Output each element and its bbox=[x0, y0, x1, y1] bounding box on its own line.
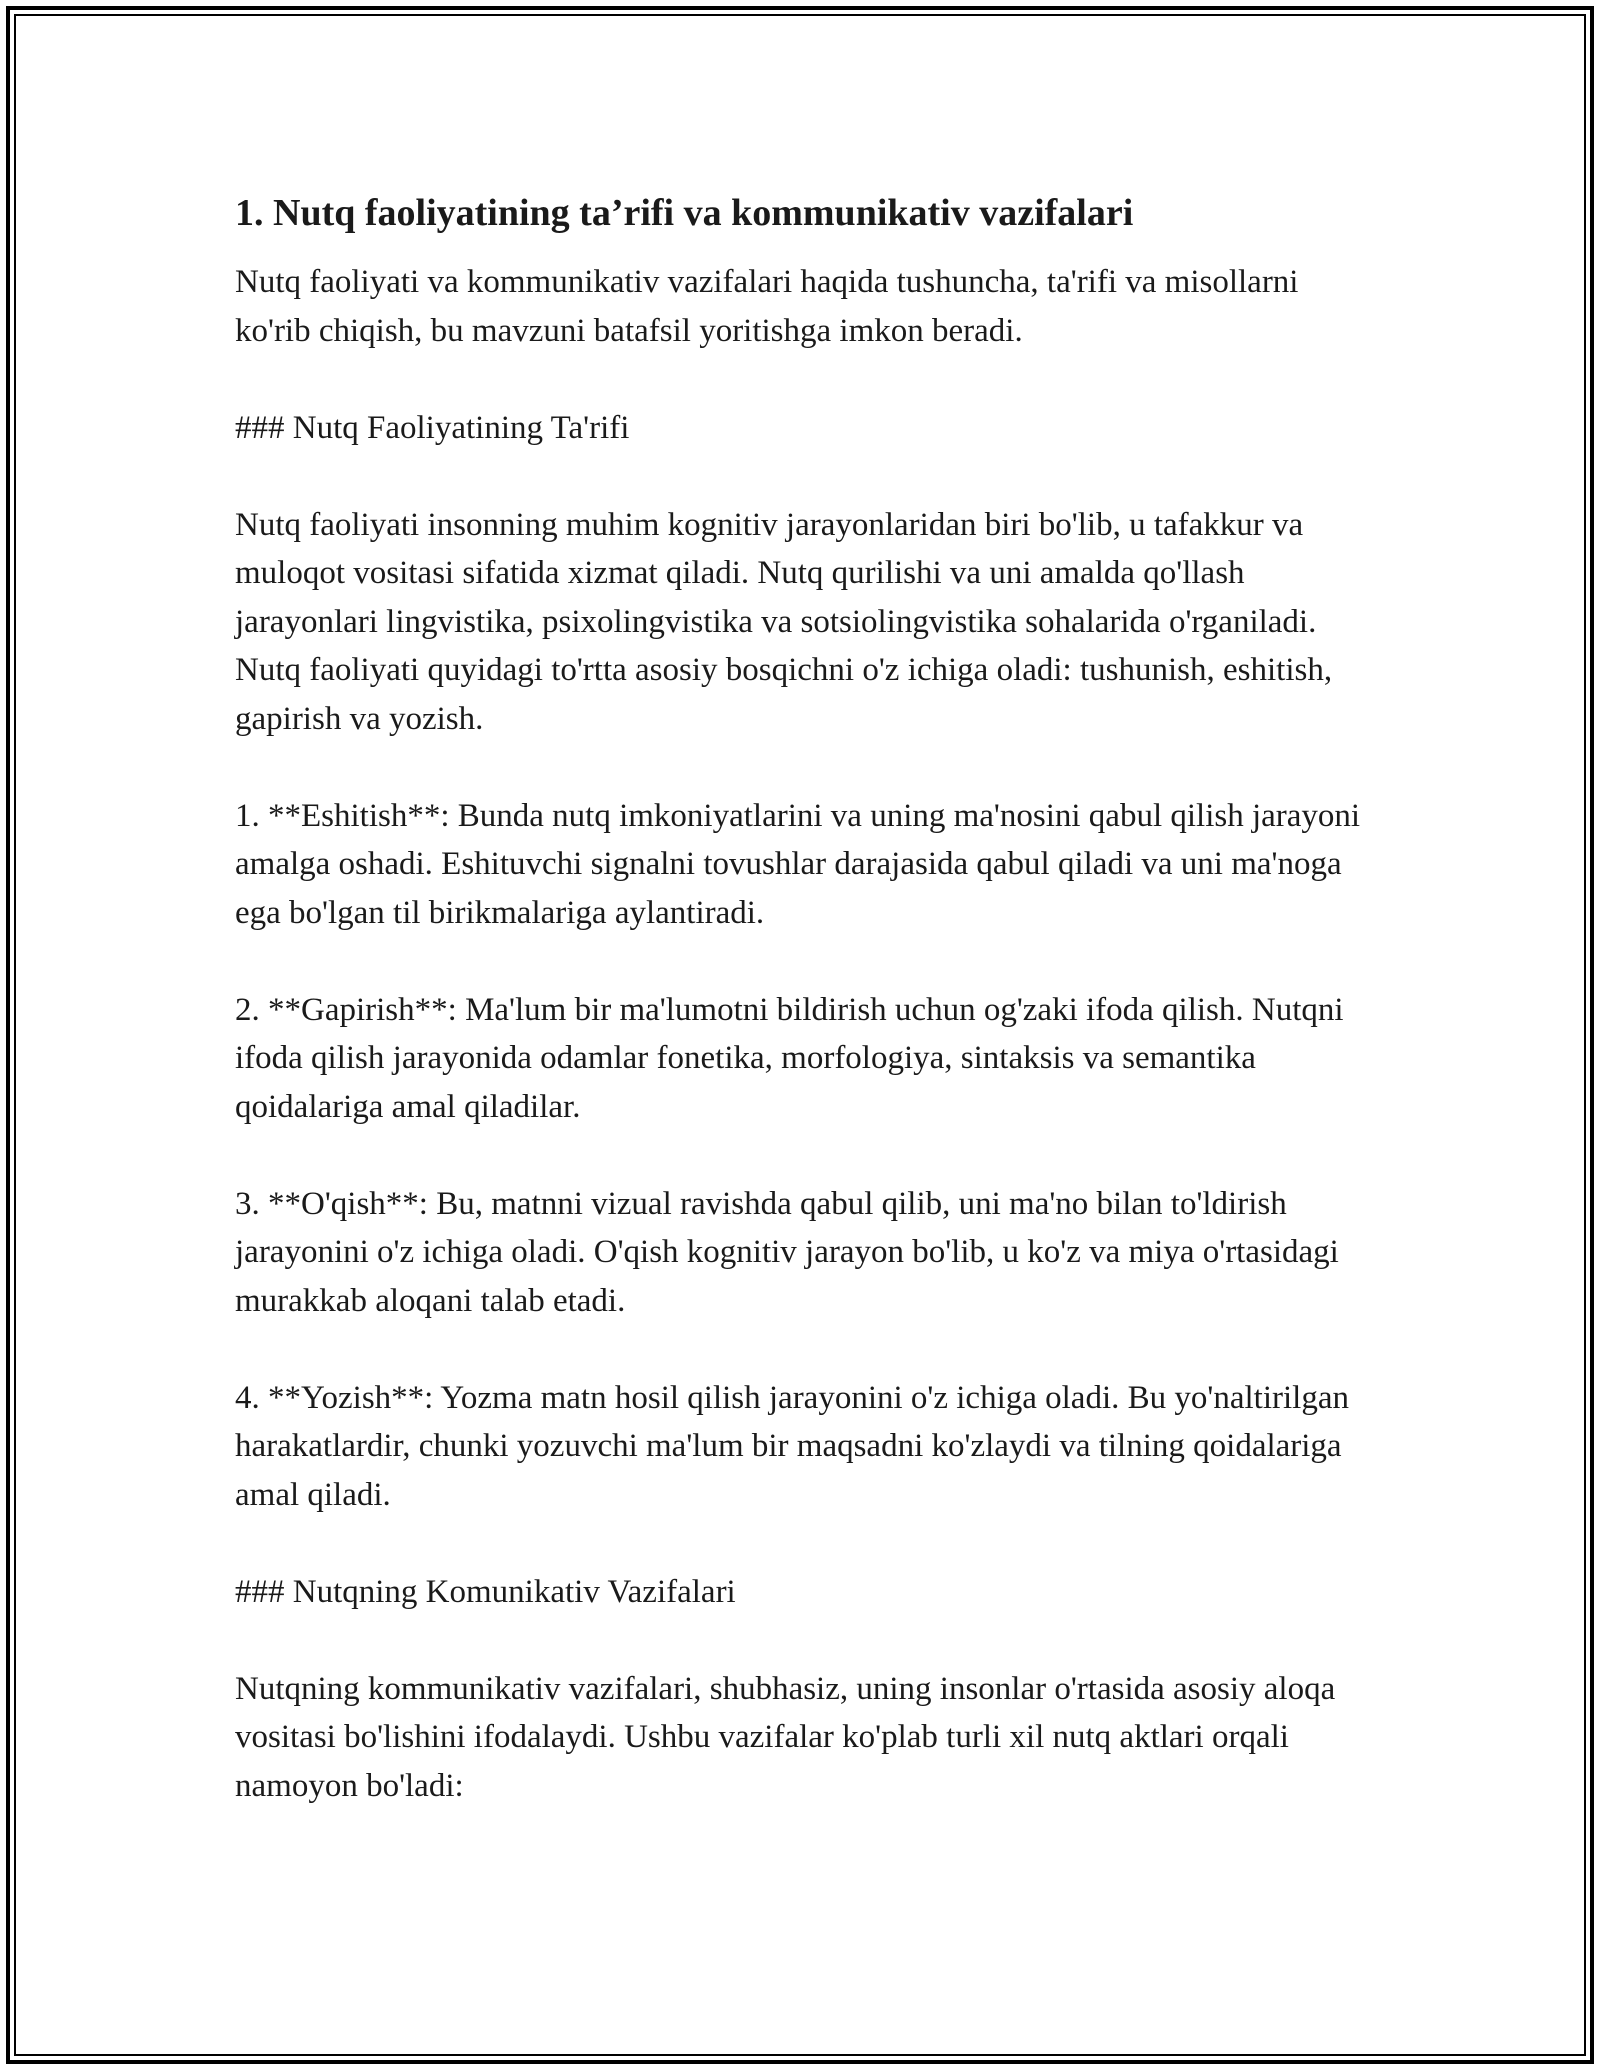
intro-paragraph: Nutq faoliyati va kommunikativ vazifalari haqida tushuncha, ta'rifi va misollarni ko'rib chiqish, bu mavzuni batafsil yoritishga imkon beradi. bbox=[235, 264, 1299, 349]
definition-paragraph: Nutq faoliyati insonning muhim kognitiv jarayonlaridan biri bo'lib, u tafakkur va muloqot vositasi sifatida xizmat qiladi. Nutq qurilishi va uni amalda qo'llash jarayonlari lingvistika, psixolingvistika va sotsiolingvistika sohalarida o'rganiladi. Nutq faoliyati quyidagi to'rtta asosiy bosqichni o'z ichiga oladi: tushunish, eshitish, gapirish va yozish. bbox=[235, 506, 1333, 737]
list-item-listening: 1. **Eshitish**: Bunda nutq imkoniyatlarini va uning ma'nosini qabul qilish jarayoni amalga oshadi. Eshituvchi signalni tovushlar darajasida qabul qiladi va uni ma'noga ega bo'lgan til birikmalariga aylantiradi. bbox=[235, 797, 1361, 931]
section-heading-functions: ### Nutqning Komunikativ Vazifalari bbox=[235, 1573, 736, 1610]
list-item-speaking: 2. **Gapirish**: Ma'lum bir ma'lumotni bildirish uchun og'zaki ifoda qilish. Nutqni ifoda qilish jarayonida odamlar fonetika, morfologiya, sintaksis va semantika qoidalariga amal qiladilar. bbox=[235, 991, 1344, 1125]
section-heading-definition: ### Nutq Faoliyatining Ta'rifi bbox=[235, 409, 630, 446]
document-body bbox=[235, 188, 1370, 1859]
functions-paragraph: Nutqning kommunikativ vazifalari, shubhasiz, uning insonlar o'rtasida asosiy aloqa vositasi bo'lishini ifodalaydi. Ushbu vazifalar ko'plab turli xil nutq aktlari orqali namoyon bo'ladi: bbox=[235, 1670, 1336, 1804]
list-item-reading: 3. **O'qish**: Bu, matnni vizual ravishda qabul qilib, uni ma'no bilan to'ldirish jarayonini o'z ichiga oladi. O'qish kognitiv jarayon bo'lib, u ko'z va miya o'rtasidagi murakkab aloqani talab etadi. bbox=[235, 1185, 1339, 1319]
document-title: 1. Nutq faoliyatining ta’rifi va kommunikativ vazifalari bbox=[235, 192, 1134, 234]
list-item-writing: 4. **Yozish**: Yozma matn hosil qilish jarayonini o'z ichiga oladi. Bu yo'naltirilgan harakatlardir, chunki yozuvchi ma'lum bir maqsadni ko'zlaydi va tilning qoidalariga amal qiladi. bbox=[235, 1379, 1349, 1513]
